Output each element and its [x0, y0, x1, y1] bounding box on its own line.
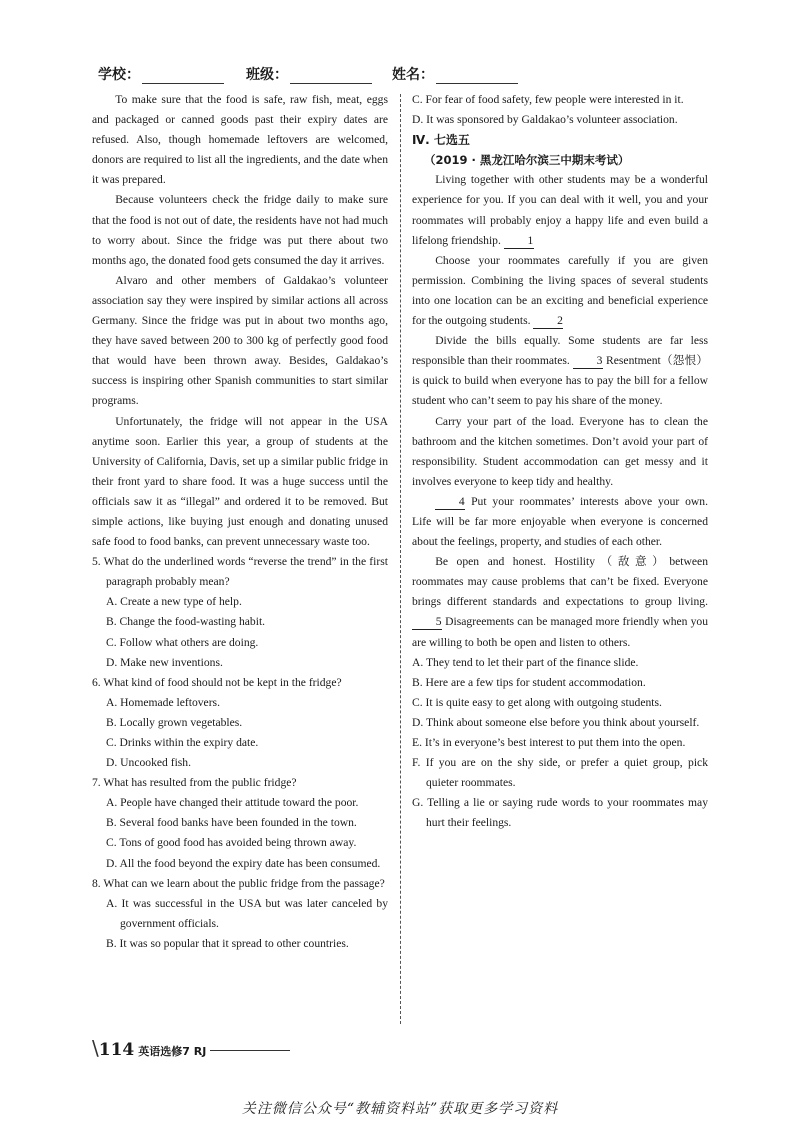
- answer-option: C. Follow what others are doing.: [106, 635, 259, 649]
- choice-option: C. It is quite easy to get along with outgoing students.: [412, 695, 662, 709]
- passage-paragraph: [412, 331, 708, 411]
- page-footer: [92, 1036, 290, 1058]
- choice-list: [412, 653, 708, 834]
- promo-banner: 关注微信公众号“教辅资料站”获取更多学习资料: [241, 1101, 559, 1117]
- choice-option: A. They tend to let their part of the finance slide.: [412, 655, 639, 669]
- blank-2: 2: [533, 314, 563, 329]
- blank-3: 3: [573, 354, 603, 369]
- passage-text: Disagreements can be managed more friendly when you are willing to both be open and listen to others.: [412, 615, 708, 649]
- answer-option: D. All the food beyond the expiry date has been consumed.: [106, 856, 381, 870]
- passage-paragraph: Unfortunately, the fridge will not appear in the USA anytime soon. Earlier this year, a group of students at the University of California, Davis, set up a similar public fridge in their front yard to share food. It was a huge success until the officials saw it as “illegal” and ordered it to be removed. But simple actions, like buying just enough and donating unused safe food to food banks, can prevent unnecessary waste too.: [92, 414, 388, 549]
- passage-paragraph: [412, 552, 708, 652]
- class-field: [246, 64, 372, 84]
- answer-option: B. Several food banks have been founded in the town.: [106, 816, 357, 830]
- school-label: 学校：: [98, 67, 140, 83]
- question-8: [92, 874, 388, 954]
- right-column: [412, 90, 708, 833]
- passage-text: Put your roommates’ interests above your own. Life will be far more enjoyable when everyone is concerned about the feelings, property, and studies of each other.: [412, 494, 709, 549]
- passage-paragraph: To make sure that the food is safe, raw fish, meat, eggs and packaged or canned goods past their expiry dates are refused. Also, though homemade leftovers are welcomed, donors are required to list all the ingredients, and the date when it was prepared.: [92, 93, 388, 187]
- passage-paragraph: [412, 251, 708, 331]
- footer-slash-mark: \: [92, 1036, 99, 1060]
- class-label: 班级：: [246, 67, 288, 83]
- passage-text: Living together with other students may be a wonderful experience for you. If you can deal with it well, you and your roommates will probably enjoy a happy life and even build a lifelong friendship.: [412, 173, 708, 247]
- question-stem: 5. What do the underlined words “reverse the trend” in the first paragraph probably mean?: [92, 555, 388, 589]
- answer-option: C. Tons of good food has avoided being thrown away.: [106, 836, 357, 850]
- question-source: （2019 · 黑龙江哈尔滨三中期末考试）: [424, 153, 630, 168]
- question-stem: 8. What can we learn about the public fridge from the passage?: [92, 876, 385, 890]
- choice-option: D. Think about someone else before you think about yourself.: [412, 715, 700, 729]
- question-stem: 6. What kind of food should not be kept in the fridge?: [92, 675, 342, 689]
- book-label: 英语选修7 RJ: [138, 1045, 207, 1058]
- passage-paragraph: [412, 170, 708, 250]
- answer-option: A. People have changed their attitude toward the poor.: [106, 796, 359, 810]
- passage-text: Be open and honest. Hostility（敌意）between roommates may cause problems that can’t be fixed. Everyone brings different standards and expectations to group living.: [412, 555, 708, 609]
- question-5: [92, 552, 388, 673]
- passage-text: Choose your roommates carefully if you are given permission. Combining the living spaces of several students into one location can be an exciting and beneficial experience for the outgoing students.: [412, 253, 708, 328]
- school-blank-line: [142, 69, 224, 84]
- name-field: [392, 64, 518, 84]
- choice-option: E. It’s in everyone’s best interest to put them into the open.: [412, 736, 686, 749]
- blank-5: 5: [412, 615, 442, 630]
- class-blank-line: [290, 69, 372, 84]
- question-6: [92, 673, 388, 773]
- passage-paragraph: Carry your part of the load. Everyone has to clean the bathroom and the kitchen sometimes. Don’t avoid your part of responsibility. Student accommodation can get messy and it involves everyone to keep tidy and healthy.: [412, 414, 708, 488]
- question-stem: 7. What has resulted from the public fridge?: [92, 776, 297, 790]
- section-title: Ⅳ. 七选五: [412, 133, 470, 148]
- answer-option: D. Make new inventions.: [106, 655, 223, 669]
- choice-option: G. Telling a lie or saying rude words to your roommates may hurt their feelings.: [412, 796, 708, 830]
- answer-option: B. Change the food-wasting habit.: [106, 615, 266, 629]
- footer-rule: [210, 1050, 290, 1051]
- answer-option: A. It was successful in the USA but was later canceled by government officials.: [106, 896, 388, 930]
- name-blank-line: [436, 69, 518, 84]
- answer-option: C. For fear of food safety, few people were interested in it.: [412, 93, 684, 106]
- column-divider: [400, 94, 401, 1024]
- answer-option: B. It was so popular that it spread to other countries.: [106, 936, 349, 950]
- name-label: 姓名：: [392, 67, 434, 83]
- answer-option: A. Homemade leftovers.: [106, 695, 220, 709]
- passage-paragraph: [412, 492, 708, 552]
- passage-paragraph: Alvaro and other members of Galdakao’s volunteer association say they were inspired by similar actions all across Germany. Since the fridge was put in about two months ago, they have saved between 200 to 300 kg of perfectly good food that would have been thrown away. Besides, Galdakao’s success is inspiring other Spanish communities to start similar programs.: [92, 273, 388, 408]
- choice-option: F. If you are on the shy side, or prefer a quiet group, pick quieter roommates.: [412, 756, 708, 790]
- blank-4: 4: [435, 495, 465, 510]
- blank-1: 1: [504, 234, 534, 249]
- left-column: [92, 90, 388, 954]
- passage-paragraph: Because volunteers check the fridge daily to make sure that the food is not out of date, the residents have not had much to worry about. Since the fridge was put there about two months ago, the donated food gets consumed the day it arrives.: [92, 193, 388, 267]
- student-info-header: [98, 64, 698, 84]
- answer-option: B. Locally grown vegetables.: [106, 715, 243, 729]
- answer-option: A. Create a new type of help.: [106, 595, 242, 609]
- passage-text: Divide the bills equally. Some students are far less responsible than their roommates.: [412, 334, 708, 368]
- choice-option: B. Here are a few tips for student accommodation.: [412, 675, 646, 689]
- answer-option: C. Drinks within the expiry date.: [106, 736, 259, 749]
- question-7: [92, 773, 388, 873]
- passage-text: Resentment（怨恨）is quick to build when everyone has to pay the bill for a fellow student who can’t seem to pay his share of the money.: [412, 354, 709, 408]
- page-number: 114: [98, 1040, 135, 1060]
- answer-option: D. Uncooked fish.: [106, 756, 192, 770]
- school-field: [98, 64, 224, 84]
- answer-option: D. It was sponsored by Galdakao’s volunteer association.: [412, 113, 678, 127]
